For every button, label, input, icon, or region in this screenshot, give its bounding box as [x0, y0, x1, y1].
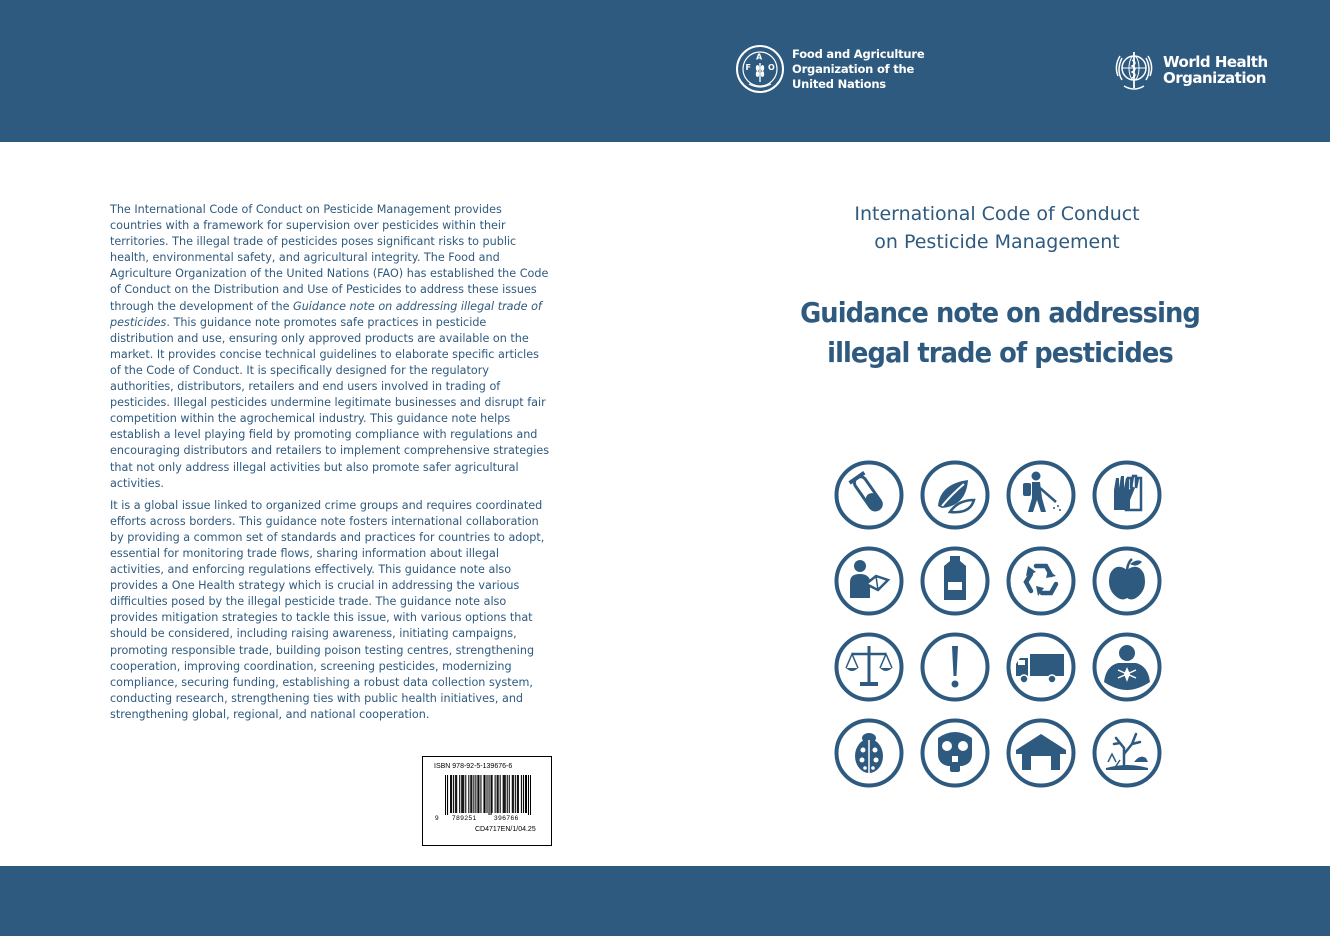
bottom-banner: [0, 866, 1330, 936]
barcode-digits-left: 789251: [452, 815, 477, 822]
svg-text:O: O: [768, 63, 775, 72]
barcode-bar: [521, 775, 522, 813]
barcode-bar: [495, 775, 496, 813]
gloves-icon: [1092, 460, 1162, 530]
barcode-bar: [525, 775, 526, 813]
barcode-bar: [505, 775, 506, 813]
barcode-digits-right: 396766: [494, 815, 519, 822]
barcode-bar: [492, 775, 493, 813]
barcode-bar: [465, 775, 466, 813]
fao-emblem-icon: [735, 44, 785, 94]
dead-tree-icon: [1092, 718, 1162, 788]
barcode-bar: [477, 775, 478, 813]
svg-text:A: A: [756, 52, 763, 62]
fao-name-line-3: United Nations: [792, 76, 886, 91]
scales-icon: [834, 632, 904, 702]
fao-name-line-1: Food and Agriculture: [792, 46, 925, 61]
subtitle-line-1: International Code of Conduct: [854, 203, 1140, 225]
svg-text:F: F: [745, 63, 751, 72]
barcode-bar: [517, 775, 518, 813]
barcode-bar: [462, 775, 463, 813]
barcode-bars: [445, 775, 531, 815]
who-emblem-icon: [1110, 46, 1158, 94]
barcode-bar: [507, 775, 508, 813]
pictogram-grid: [834, 460, 1170, 796]
exclamation-icon: [920, 632, 990, 702]
ladybug-icon: [834, 718, 904, 788]
barcode-bar: [491, 775, 492, 815]
paragraph-1-text-b: . This guidance note promotes safe practices in pesticide distribution and use, ensuring only approved products are available on the market. It provides concise technical guidelines to elaborate specific articles of the Code of Conduct. It is specifically designed for the regulatory authorities, distributors, retailers and end users involved in trading of pesticides. Illegal pesticides undermine legitimate businesses and disrupt fair competition within the agrochemical industry. This guidance note helps establish a level playing field by promoting compliance with regulations and encouraging distributors and retailers to implement comprehensive strategies that not only address illegal activities but also promote safer agricultural activities.: [110, 315, 550, 490]
cover-subtitle: [797, 200, 1197, 256]
barcode-bar: [470, 775, 471, 813]
barcode-bar: [483, 775, 484, 813]
barcode-bar: [478, 775, 479, 813]
barcode-bar: [504, 775, 505, 813]
barcode-bar: [453, 775, 454, 813]
who-name-line-1: World Health: [1163, 53, 1268, 71]
title-line-1: Guidance note on addressing: [800, 296, 1200, 329]
barcode-bar: [480, 775, 481, 813]
barcode-bar: [463, 775, 464, 813]
cover-title: [798, 293, 1203, 373]
barcode-bar: [523, 775, 524, 813]
isbn-number: ISBN 978-92-5-139676-6: [434, 763, 513, 770]
back-paragraph-2: It is a global issue linked to organized crime groups and requires coordinated efforts across borders. This guidance note fosters international collaboration by providing a common set of standards and practices for countries to adopt, essential for monitoring trade flows, sharing information about illegal activities, and enforcing regulations effectively. This guidance note also provides a One Health strategy which is crucial in addressing the various difficulties posed by the illegal pesticide trade. The guidance note also provides mitigation strategies to tackle this issue, with various options that should be considered, including raising awareness, initiating campaigns, promoting responsible trade, building poison testing centres, strengthening cooperation, improving coordination, screening pesticides, modernizing compliance, securing funding, establishing a robust data collection system, conducting research, strengthening ties with public health initiatives, and strengthening global, regional, and national cooperation.: [110, 498, 545, 721]
test-tube-icon: [834, 460, 904, 530]
reading-person-icon: [834, 546, 904, 616]
fao-logo: [735, 44, 924, 94]
apple-icon: [1092, 546, 1162, 616]
barcode-bar: [528, 775, 529, 815]
barcode-digit-first: 9: [435, 815, 440, 822]
barcode-bar: [509, 775, 510, 813]
leaf-icon: [920, 460, 990, 530]
back-paragraph-1: [110, 202, 550, 492]
barcode-bar: [500, 775, 501, 813]
warehouse-icon: [1006, 718, 1076, 788]
who-name-line-2: Organization: [1163, 69, 1266, 87]
barcode-bar: [456, 775, 457, 813]
fao-name-line-2: Organization of the: [792, 61, 915, 76]
barcode-bar: [447, 775, 448, 815]
barcode-bar: [526, 775, 527, 813]
product-code: CD4717EN/1/04.25: [475, 826, 536, 833]
barcode-bar: [459, 775, 460, 813]
barcode-bar: [489, 775, 490, 815]
barcode-bar: [473, 775, 474, 813]
subtitle-line-2: on Pesticide Management: [874, 231, 1120, 253]
person-icon: [1092, 632, 1162, 702]
barcode-bar: [461, 775, 462, 813]
barcode-bar: [513, 775, 514, 813]
barcode-bar: [445, 775, 446, 815]
barcode-bar: [451, 775, 452, 813]
barcode-bar: [468, 775, 469, 813]
barcode-bar: [471, 775, 472, 813]
title-line-2: illegal trade of pesticides: [827, 336, 1173, 369]
guidance-note-title-italic: Guidance note on addressing illegal trade of pesticides: [110, 299, 542, 329]
barcode-bar: [530, 775, 531, 815]
barcode-bar: [455, 775, 456, 813]
who-logo: [1110, 46, 1268, 94]
barcode-bar: [486, 775, 487, 813]
sprayer-person-icon: [1006, 460, 1076, 530]
barcode-bar: [497, 775, 498, 813]
gas-mask-icon: [920, 718, 990, 788]
truck-icon: [1006, 632, 1076, 702]
barcode-bar: [503, 775, 504, 813]
isbn-barcode: [422, 756, 552, 846]
barcode-bar: [518, 775, 519, 813]
barcode-bar: [450, 775, 451, 813]
paragraph-1-text-a: The International Code of Conduct on Pesticide Management provides countries with a framework for supervision over pesticides within their territories. The illegal trade of pesticides poses significant risks to public health, environmental safety, and agricultural integrity. The Food and Agriculture Organization of the United Nations (FAO) has established the Code of Conduct on the Distribution and Use of Pesticides to address these issues through the development of the: [110, 203, 549, 313]
barcode-bar: [475, 775, 476, 813]
container-icon: [920, 546, 990, 616]
barcode-bar: [484, 775, 485, 813]
barcode-bar: [498, 775, 499, 813]
recycle-icon: [1006, 546, 1076, 616]
barcode-bar: [512, 775, 513, 813]
back-cover-text: [110, 202, 550, 729]
barcode-bar: [515, 775, 516, 813]
